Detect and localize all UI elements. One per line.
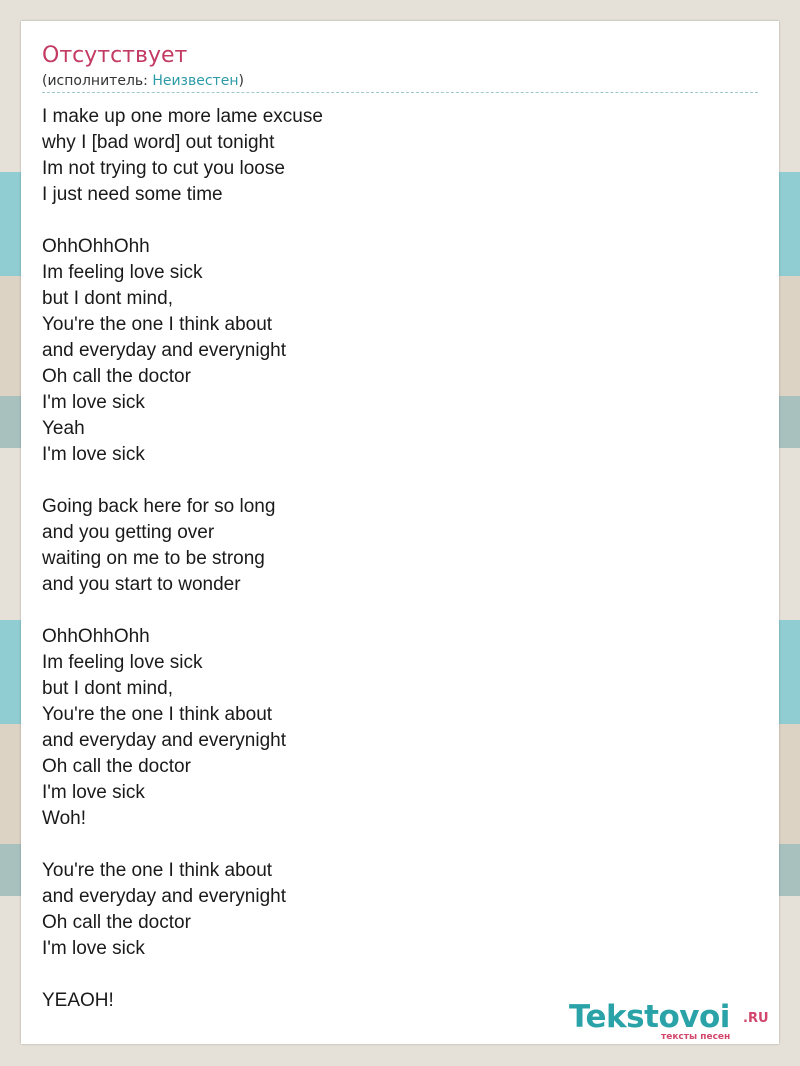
logo-wordmark: Tekstovoi xyxy=(569,999,730,1035)
logo-tld: .RU xyxy=(743,1011,769,1026)
lyric-line: OhhOhhOhh xyxy=(42,236,150,257)
lyric-line: why I [bad word] out tonight xyxy=(42,132,275,153)
lyric-line: You're the one I think about xyxy=(42,860,273,881)
lyric-line: Oh call the doctor xyxy=(42,756,191,777)
lyric-line: OhhOhhOhh xyxy=(42,626,150,647)
artist-link[interactable]: Неизвестен xyxy=(152,73,239,89)
lyric-line: and everyday and everynight xyxy=(42,730,286,751)
lyric-line: Oh call the doctor xyxy=(42,912,191,933)
lyric-line: and you getting over xyxy=(42,522,215,543)
logo-tagline: тексты песен xyxy=(661,1032,731,1042)
stanza-break xyxy=(42,468,642,494)
lyric-line: Im feeling love sick xyxy=(42,652,203,673)
lyric-line: and you start to wonder xyxy=(42,574,241,595)
lyric-line: Woh! xyxy=(42,808,87,829)
lyric-line: YEAOH! xyxy=(42,990,114,1011)
lyric-line: I make up one more lame excuse xyxy=(42,106,323,127)
stanza-break xyxy=(42,598,642,624)
lyric-line: You're the one I think about xyxy=(42,704,273,725)
artist-line xyxy=(42,73,244,89)
divider xyxy=(42,92,758,93)
lyric-line: I'm love sick xyxy=(42,444,145,465)
lyric-line: but I dont mind, xyxy=(42,288,173,309)
lyric-line: I'm love sick xyxy=(42,782,145,803)
stanza-break xyxy=(42,962,642,988)
artist-prefix: (исполнитель: xyxy=(42,73,153,89)
lyric-line: I just need some time xyxy=(42,184,223,205)
lyric-line: waiting on me to be strong xyxy=(42,548,265,569)
lyric-line: I'm love sick xyxy=(42,938,145,959)
artist-suffix: ) xyxy=(238,73,244,89)
lyric-line: Yeah xyxy=(42,418,85,439)
song-title: Отсутствует xyxy=(42,43,188,68)
lyrics-text xyxy=(42,104,642,1014)
stanza-break xyxy=(42,832,642,858)
lyric-line: and everyday and everynight xyxy=(42,340,286,361)
stanza-break xyxy=(42,208,642,234)
lyric-line: I'm love sick xyxy=(42,392,145,413)
lyric-line: You're the one I think about xyxy=(42,314,273,335)
lyric-line: Oh call the doctor xyxy=(42,366,191,387)
lyrics-sheet xyxy=(21,21,779,1044)
site-logo[interactable] xyxy=(569,999,779,1047)
lyric-line: but I dont mind, xyxy=(42,678,173,699)
lyric-line: Going back here for so long xyxy=(42,496,276,517)
lyric-line: Im feeling love sick xyxy=(42,262,203,283)
lyric-line: and everyday and everynight xyxy=(42,886,286,907)
lyric-line: Im not trying to cut you loose xyxy=(42,158,285,179)
